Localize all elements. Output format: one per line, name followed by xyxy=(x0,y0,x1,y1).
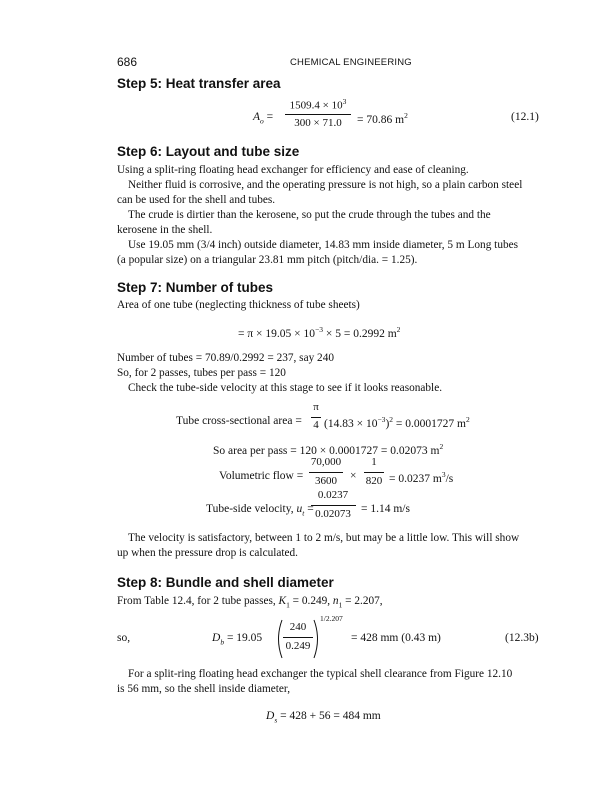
check-velocity-line: Check the tube-side velocity at this stage to see if it looks reasonable. xyxy=(128,382,443,394)
equation-number-12-1: (12.1) xyxy=(511,111,539,123)
area-numerator: $1509.4 \times 10^3$ xyxy=(289,97,347,112)
step6-line-1: Using a split-ring floating head exchanger for efficiency and ease of cleaning. xyxy=(117,164,469,176)
velocity-denominator: 0.02073 xyxy=(315,508,351,520)
tube-area-equation: = $\pi \times 19.05 \times 10^{-3} \times 5 = 0.2992$ $m^2$ xyxy=(238,325,401,340)
volumetric-flow-den1: 3600 xyxy=(315,475,337,487)
page-number: 686 xyxy=(117,55,138,69)
step8-heading: Step 8: Bundle and shell diameter xyxy=(117,575,334,590)
step6-line-2: Neither fluid is corrosive, and the operating pressure is not high, so a plain carbon steel xyxy=(128,179,523,191)
bundle-denominator: 0.249 xyxy=(285,640,311,652)
number-of-tubes-line: Number of tubes = 70.89/0.2992 = 237, say 240 xyxy=(117,352,335,364)
tubes-per-pass-line: So, for 2 passes, tubes per pass = 120 xyxy=(117,367,286,379)
volumetric-flow-num1: 70,000 xyxy=(310,456,342,468)
shell-diameter-equation: $D_s = 428 + 56 = 484$ mm xyxy=(266,710,381,725)
running-title: CHEMICAL ENGINEERING xyxy=(290,57,412,68)
volumetric-flow-result: = 0.0237 $m^3/s$ xyxy=(389,470,454,485)
step6-heading: Step 6: Layout and tube size xyxy=(117,144,300,159)
step6-line-7: (a popular size) on a triangular 23.81 mm pitch (pitch/dia. = 1.25). xyxy=(117,254,418,266)
cross-section-label: Tube cross-sectional area = xyxy=(176,415,302,427)
volumetric-flow-times: × xyxy=(350,470,357,482)
bundle-diameter-result: = 428 mm (0.43 m) xyxy=(351,632,441,644)
velocity-label: Tube-side velocity, $u_t$ = xyxy=(206,503,314,518)
velocity-fraction-bar xyxy=(311,505,356,506)
step7-intro: Area of one tube (neglecting thickness of tube sheets) xyxy=(117,299,360,311)
area-denominator: 300 × 71.0 xyxy=(294,117,342,129)
step8-intro: From Table 12.4, for 2 tube passes, $K_1 = 0.249$, $n_1 = 2.207$, xyxy=(117,595,383,610)
velocity-comment-2: up when the pressure drop is calculated. xyxy=(117,547,299,559)
cross-section-fraction-bar xyxy=(311,417,321,418)
cross-section-four: 4 xyxy=(313,419,319,431)
right-paren xyxy=(312,619,322,659)
volumetric-flow-num2: 1 xyxy=(371,456,377,468)
area-per-pass: So area per pass = 120 × 0.0001727 = 0.02073 $m^2$ xyxy=(213,442,444,457)
velocity-numerator: 0.0237 xyxy=(317,489,349,501)
step6-line-5: kerosene in the shell. xyxy=(117,224,213,236)
so-label: so, xyxy=(117,632,131,644)
shell-clearance-line-1: For a split-ring floating head exchanger the typical shell clearance from Figure 12.10 xyxy=(128,668,513,680)
volumetric-flow-den2: 820 xyxy=(365,475,383,487)
shell-clearance-line-2: is 56 mm, so the shell inside diameter, xyxy=(117,683,291,695)
volumetric-flow-label: Volumetric flow = xyxy=(219,470,304,482)
step6-line-6: Use 19.05 mm (3/4 inch) outside diameter, 14.83 mm inside diameter, 5 m Long tubes xyxy=(128,239,519,251)
step7-heading: Step 7: Number of tubes xyxy=(117,280,274,295)
step6-line-3: can be used for the shell and tubes. xyxy=(117,194,276,206)
area-result: = 70.86 $m^2$ xyxy=(357,111,408,126)
equation-number-12-3b: (12.3b) xyxy=(505,632,539,644)
step6-line-4: The crude is dirtier than the kerosene, so put the crude through the tubes and the xyxy=(128,209,491,221)
bundle-numerator: 240 xyxy=(289,621,307,633)
bundle-fraction-bar xyxy=(283,637,313,638)
velocity-comment-1: The velocity is satisfactory, between 1 to 2 m/s, but may be a little low. This will show xyxy=(128,532,520,544)
area-lhs: $A_o$ = xyxy=(253,111,274,126)
volumetric-flow-bar2 xyxy=(364,472,384,473)
cross-section-expression: $(14.83 \times 10^{-3})^2 = 0.0001727$ $m^2$ xyxy=(324,415,470,430)
volumetric-flow-bar1 xyxy=(309,472,343,473)
step5-heading: Step 5: Heat transfer area xyxy=(117,76,281,91)
area-fraction-bar xyxy=(285,114,351,115)
bundle-exponent: 1/2.207 xyxy=(320,614,343,623)
bundle-diameter-lhs: $D_b = 19.05$ xyxy=(212,632,263,647)
velocity-result: = 1.14 m/s xyxy=(361,503,410,515)
cross-section-pi: π xyxy=(313,401,319,413)
